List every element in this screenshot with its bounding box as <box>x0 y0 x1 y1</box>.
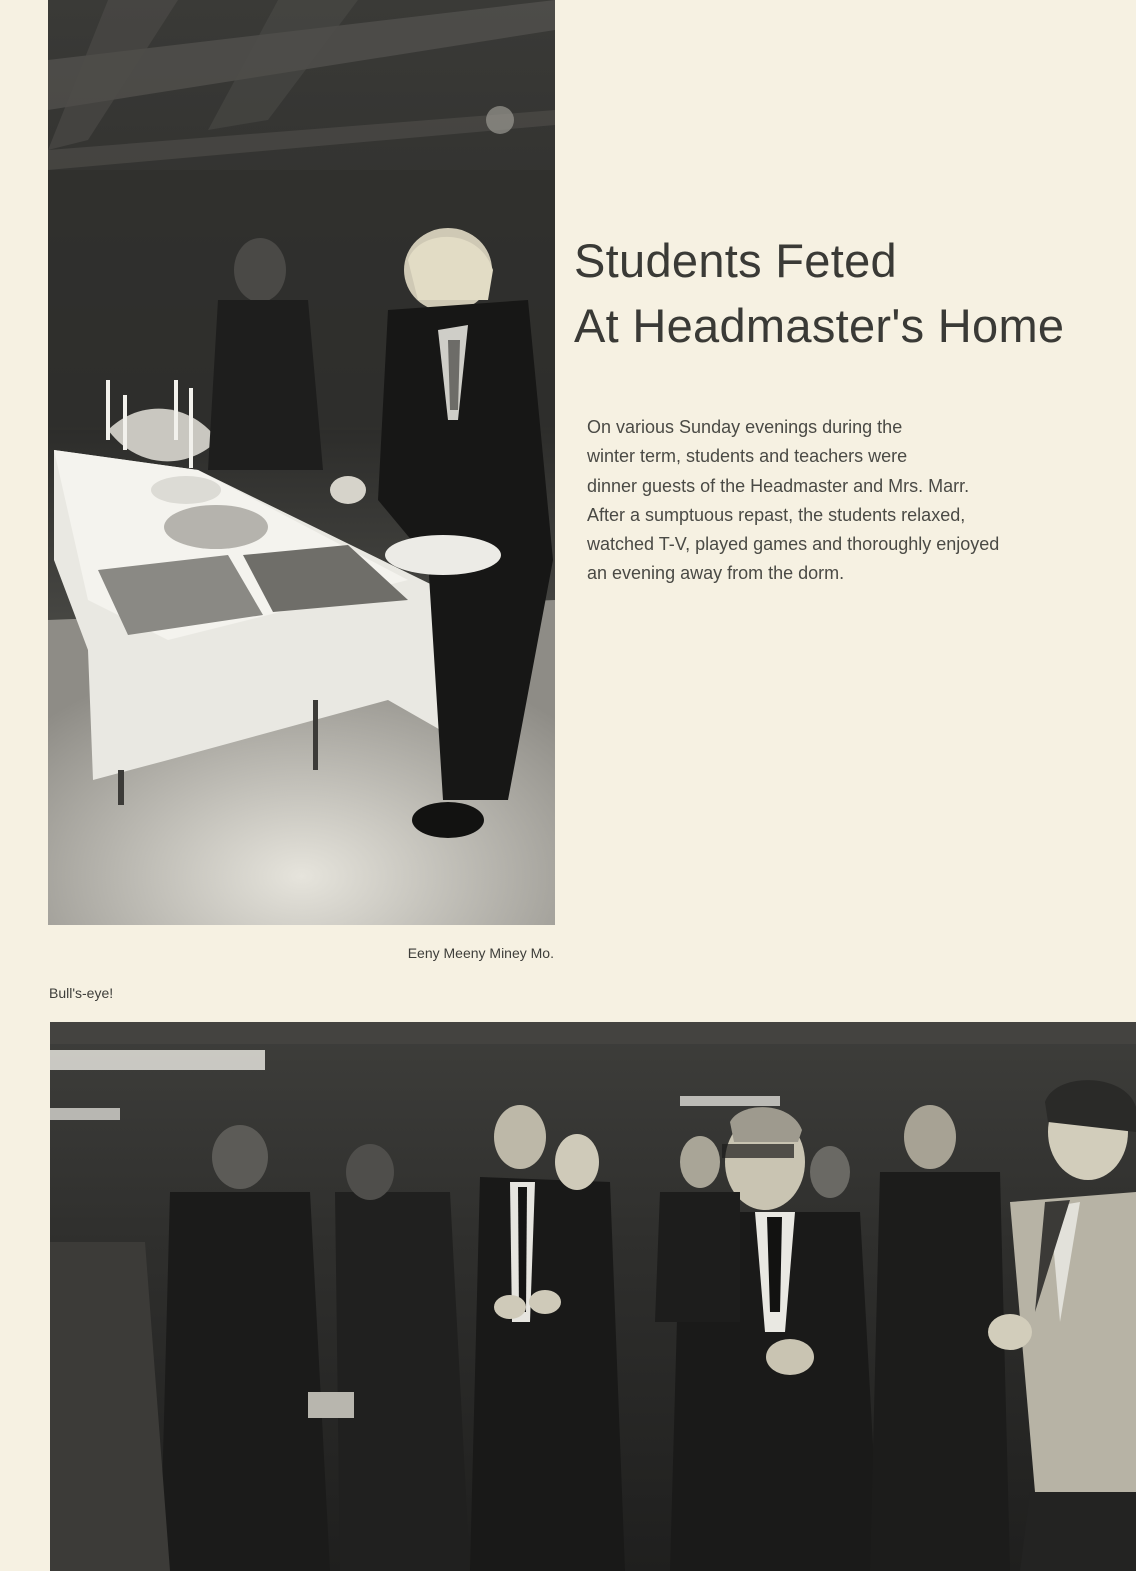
buffet-photo <box>48 0 555 925</box>
article-body <box>587 413 1107 589</box>
group-photo-image <box>50 1022 1136 1571</box>
article-body-line-1: On various Sunday evenings during the <box>587 417 903 437</box>
article-body-line-2: winter term, students and teachers were <box>587 446 908 467</box>
article-title-line-2: At Headmaster's Home <box>574 299 1065 352</box>
group-photo-caption: Bull's-eye! <box>49 985 114 1001</box>
article-body-line-3: dinner guests of the Headmaster and Mrs. Marr. <box>587 475 970 496</box>
buffet-photo-caption: Eeny Meeny Miney Mo. <box>407 945 554 961</box>
article-body-line-4: After a sumptuous repast, the students relaxed, <box>587 504 966 525</box>
article-body-line-6: an evening away from the dorm. <box>587 563 845 584</box>
article-title <box>574 228 1124 358</box>
article-title-line-1: Students Feted <box>574 234 897 287</box>
article-body-line-5: watched T-V, played games and thoroughly enjoyed <box>587 534 1000 555</box>
group-photo <box>50 1022 1136 1571</box>
buffet-photo-image <box>48 0 555 925</box>
